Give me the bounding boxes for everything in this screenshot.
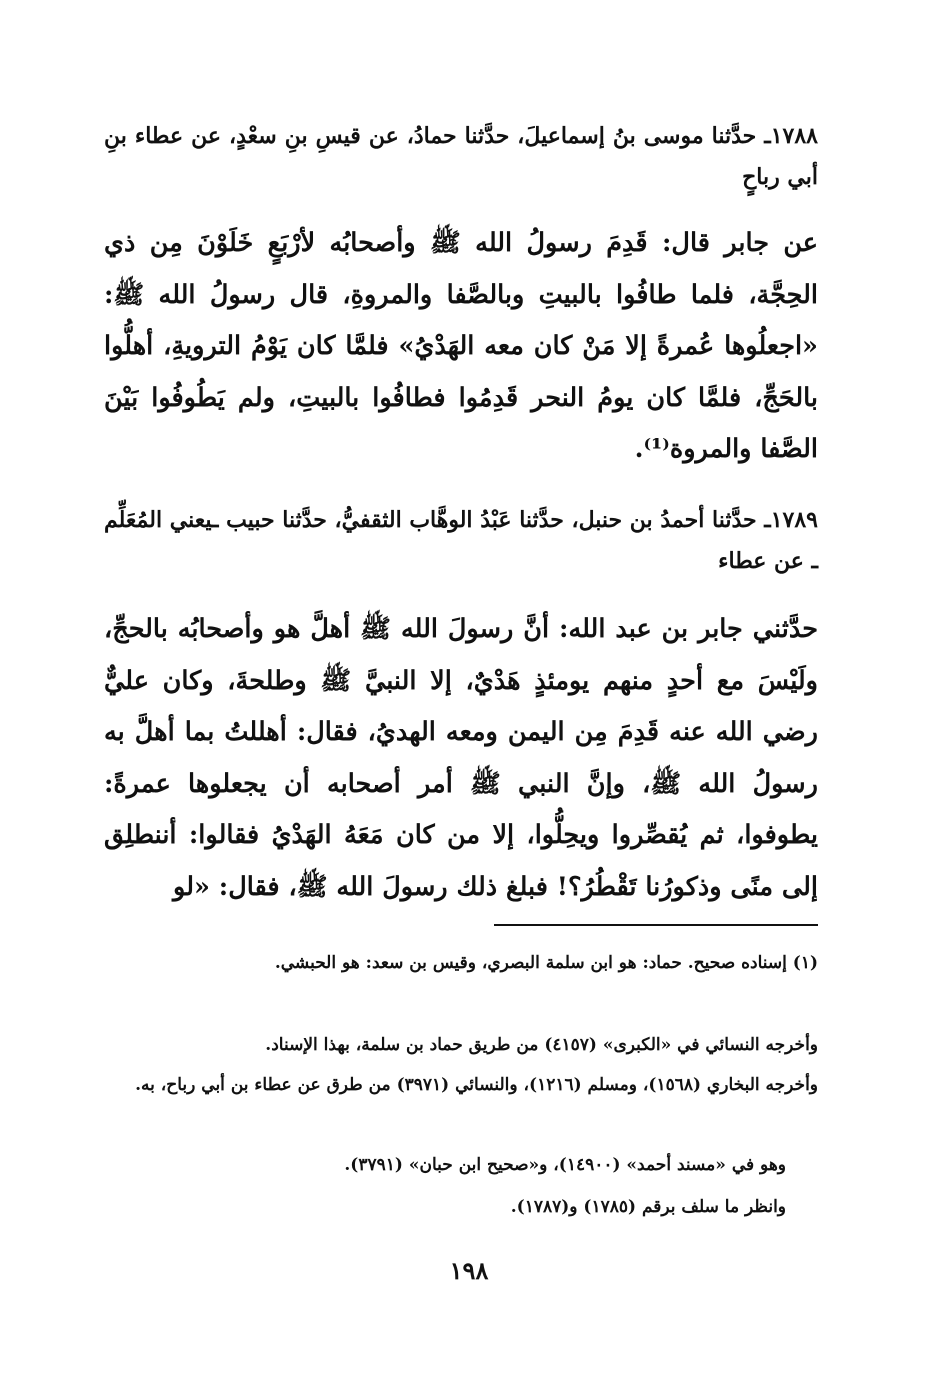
page-number: ١٩٨ xyxy=(449,1256,489,1285)
hadith-1789-matn: حدَّثني جابر بن عبد الله: أنَّ رسولَ الله ﷺ أهلَّ هو وأصحابُه بالحجِّ، ولَيْسَ مع أحدٍ منهم يومئذٍ هَدْيٌ، إلا النبيَّ ﷺ وطلحةَ، وكان عليٌّ رضي الله عنه قَدِمَ مِن اليمن ومعه الهديُ، فقال: أهللتُ بما أهلَّ به رسولُ الله ﷺ، وإنَّ النبي ﷺ أمر أصحابه أن يجعلوها عمرةً: يطوفوا، ثم يُقصِّروا ويحِلُّوا، إلا من كان مَعَهُ الهَدْيُ فقالوا: أننطلِق إلى منًى وذكورُنا تَقْطُرُ؟! فبلغ ذلك رسولَ الله ﷺ، فقال: «لو xyxy=(104,614,818,902)
hadith-1789-isnad: ١٧٨٩ـ حدَّثنا أحمدُ بن حنبل، حدَّثنا عَبْدُ الوهَّاب الثقفيُّ، حدَّثنا حبيب ـيعني المُعَلِّم ـ عن عطاء xyxy=(104,507,818,574)
footnote-line-nasai: وأخرجه النسائي في «الكبرى» (٤١٥٧) من طريق حماد بن سلمة، بهذا الإسناد. xyxy=(265,1035,818,1055)
hadith-1788-isnad: ١٧٨٨ـ حدَّثنا موسى بنُ إسماعيلَ، حدَّثنا حمادُ، عن قيسِ بنِ سعْدٍ، عن عطاء بنِ أبي رباحٍ xyxy=(104,123,818,190)
footnote-line-bukhari: وأخرجه البخاري (١٥٦٨)، ومسلم (١٢١٦)، والنسائي (٣٩٧١) من طرق عن عطاء بن أبي رباح، به. xyxy=(135,1075,818,1095)
footnote-divider xyxy=(494,924,818,926)
footnote-line-musnad: وهو في «مسند أحمد» (١٤٩٠٠)، و«صحيح ابن حبان» (٣٧٩١). xyxy=(344,1155,786,1175)
footnote-1: (١) إسناده صحيح. حماد: هو ابن سلمة البصري، وقيس بن سعد: هو الحبشي. xyxy=(274,953,818,973)
footnote-line-see-also: وانظر ما سلف برقم (١٧٨٥) و(١٧٨٧). xyxy=(510,1197,786,1217)
hadith-1788-matn: عن جابر قال: قَدِمَ رسولُ الله ﷺ وأصحابُه لأرْبَعٍ خَلَوْنَ مِن ذي الحِجَّة، فلما طافُوا بالبيتِ وبالصَّفا والمروةِ، قال رسولُ الله ﷺ: «اجعلُوها عُمرةً إلا مَنْ كان معه الهَدْيُ» فلمَّا كان يَوْمُ الترويةِ، أهلُّوا بالحَجِّ، فلمَّا كان يومُ النحر قَدِمُوا فطافُوا بالبيتِ، ولم يَطُوفُوا بَيْنَ الصَّفا والمروة⁽¹⁾. xyxy=(104,228,818,464)
